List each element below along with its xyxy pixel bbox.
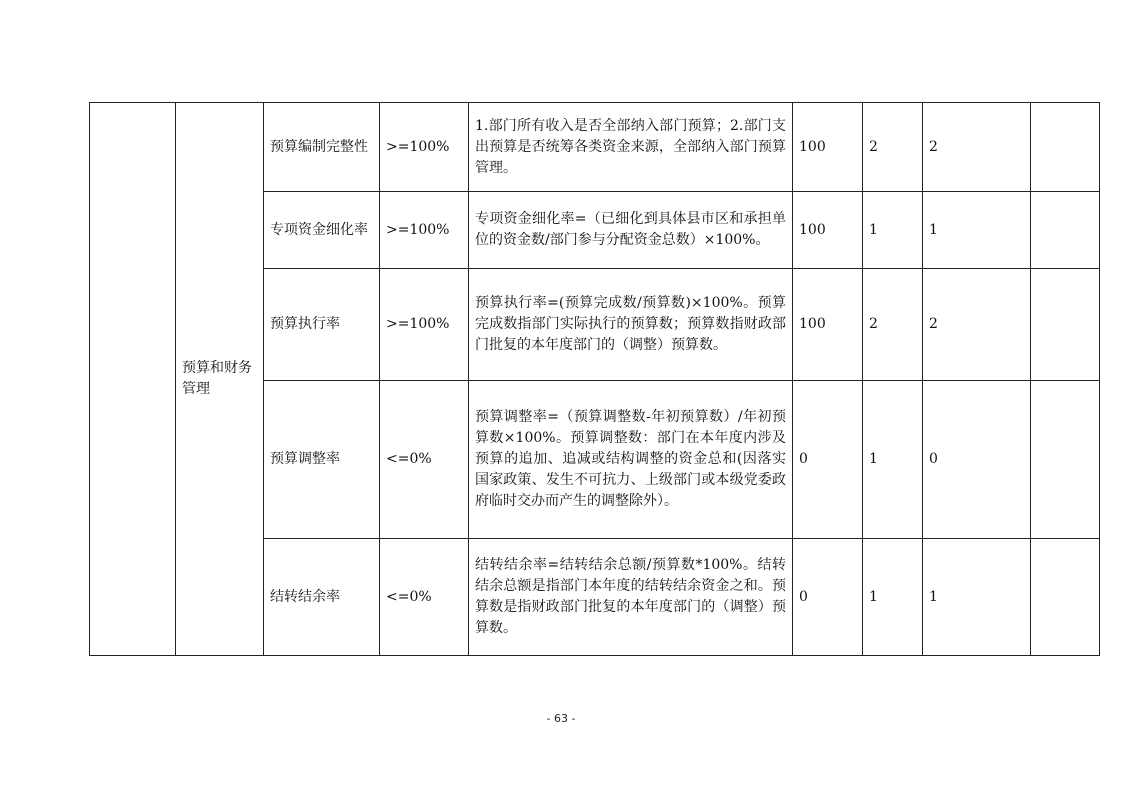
standard-value-cell: 100 bbox=[793, 192, 863, 269]
weight-cell: 1 bbox=[863, 192, 923, 269]
target-cell: >=100% bbox=[380, 269, 469, 381]
description-cell: 1.部门所有收入是否全部纳入部门预算；2.部门支出预算是否统筹各类资金来源，全部纳入部门预算管理。 bbox=[469, 103, 793, 192]
indicator-cell: 结转结余率 bbox=[264, 539, 380, 656]
weight-cell: 1 bbox=[863, 381, 923, 539]
score-cell: 2 bbox=[923, 269, 1031, 381]
note-cell bbox=[1031, 192, 1100, 269]
score-cell: 1 bbox=[923, 539, 1031, 656]
page-number: - 63 - bbox=[546, 712, 576, 725]
score-cell: 2 bbox=[923, 103, 1031, 192]
description-cell: 专项资金细化率=（已细化到具体县市区和承担单位的资金数/部门参与分配资金总数）×100%。 bbox=[469, 192, 793, 269]
weight-cell: 1 bbox=[863, 539, 923, 656]
weight-cell: 2 bbox=[863, 103, 923, 192]
target-cell: >=100% bbox=[380, 103, 469, 192]
note-cell bbox=[1031, 103, 1100, 192]
target-cell: <=0% bbox=[380, 381, 469, 539]
score-cell: 0 bbox=[923, 381, 1031, 539]
indicator-cell: 预算调整率 bbox=[264, 381, 380, 539]
indicator-cell: 预算编制完整性 bbox=[264, 103, 380, 192]
standard-value-cell: 0 bbox=[793, 381, 863, 539]
weight-cell: 2 bbox=[863, 269, 923, 381]
indicator-cell: 专项资金细化率 bbox=[264, 192, 380, 269]
description-cell: 结转结余率=结转结余总额/预算数*100%。结转结余总额是指部门本年度的结转结余资金之和。预算数是指财政部门批复的本年度部门的（调整）预算数。 bbox=[469, 539, 793, 656]
description-cell: 预算执行率=(预算完成数/预算数)×100%。预算完成数指部门实际执行的预算数；预算数指财政部门批复的本年度部门的（调整）预算数。 bbox=[469, 269, 793, 381]
indicator-cell: 预算执行率 bbox=[264, 269, 380, 381]
target-cell: <=0% bbox=[380, 539, 469, 656]
description-cell: 预算调整率=（预算调整数-年初预算数）/年初预算数×100%。预算调整数：部门在本年度内涉及预算的追加、追减或结构调整的资金总和(因落实国家政策、发生不可抗力、上级部门或本级党委政府临时交办而产生的调整除外）。 bbox=[469, 381, 793, 539]
score-cell: 1 bbox=[923, 192, 1031, 269]
standard-value-cell: 0 bbox=[793, 539, 863, 656]
target-cell: >=100% bbox=[380, 192, 469, 269]
note-cell bbox=[1031, 269, 1100, 381]
note-cell bbox=[1031, 381, 1100, 539]
category-level2-cell: 预算和财务管理 bbox=[176, 103, 264, 656]
standard-value-cell: 100 bbox=[793, 103, 863, 192]
category-level1-cell bbox=[90, 103, 176, 656]
performance-evaluation-table bbox=[89, 102, 1100, 656]
table-row bbox=[90, 103, 1100, 192]
note-cell bbox=[1031, 539, 1100, 656]
standard-value-cell: 100 bbox=[793, 269, 863, 381]
